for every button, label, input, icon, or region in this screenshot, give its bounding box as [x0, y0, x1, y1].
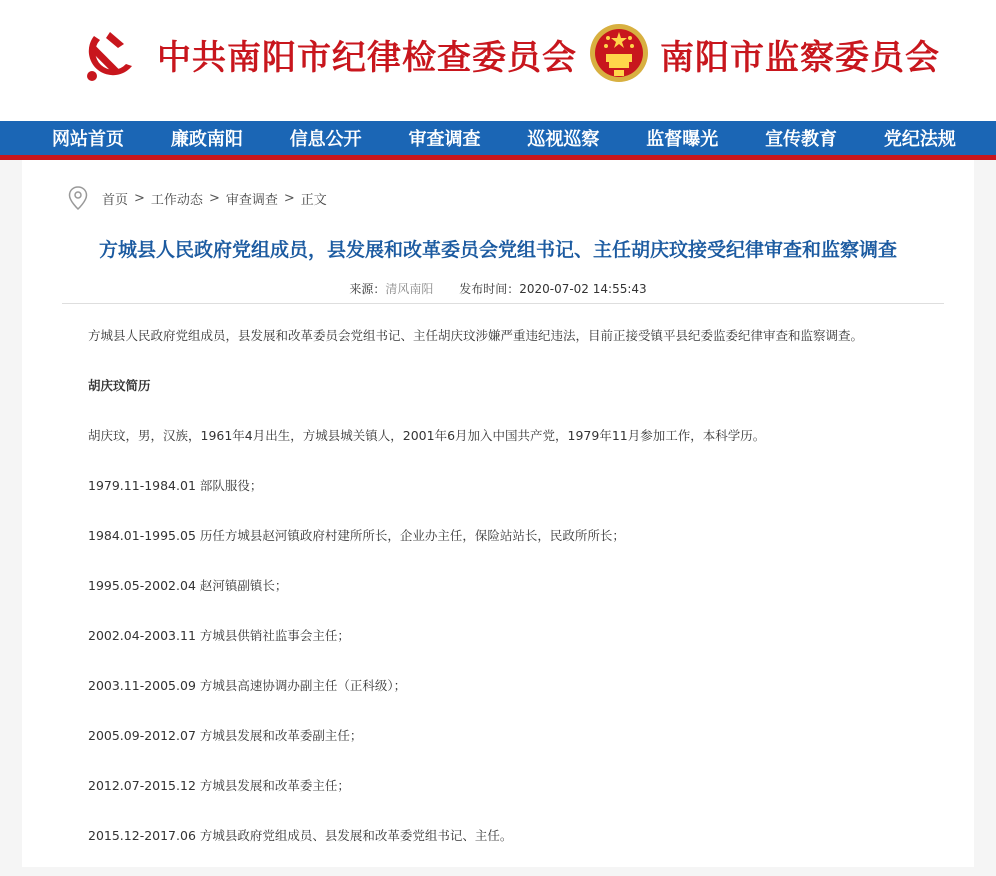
article-paragraph: 2015.12-2017.06 方城县政府党组成员、县发展和改革委党组书记、主任。: [88, 828, 513, 843]
national-emblem-icon: [588, 22, 650, 84]
divider: [62, 303, 944, 304]
nav-item-education[interactable]: 宣传教育: [765, 129, 838, 150]
breadcrumb-home[interactable]: 首页: [102, 192, 129, 208]
article-paragraph: 2012.07-2015.12 方城县发展和改革委主任；: [88, 778, 350, 793]
nav-item-lianzheng[interactable]: 廉政南阳: [170, 129, 243, 150]
publish-time-value: 2020-07-02 14:55:43: [519, 282, 647, 296]
article-paragraph: 方城县人民政府党组成员，县发展和改革委员会党组书记、主任胡庆玟涉嫌严重违纪违法，目前正接受镇平县纪委监委纪律审查和监察调查。: [88, 328, 864, 343]
nav-item-home[interactable]: 网站首页: [52, 129, 124, 150]
article-container: [22, 160, 974, 867]
site-title-supervision: 南阳市监察委员会: [660, 38, 940, 78]
article-subheading: 胡庆玟简历: [88, 378, 151, 393]
article-meta: [22, 280, 974, 297]
article-title: 方城县人民政府党组成员，县发展和改革委员会党组书记、主任胡庆玟接受纪律审查和监察调查: [98, 239, 897, 261]
site-title-commission: 中共南阳市纪律检查委员会: [157, 38, 577, 78]
article-paragraph: 1995.05-2002.04 赵河镇副镇长；: [88, 578, 288, 593]
breadcrumb-separator: >: [134, 190, 145, 206]
article-paragraph: 2003.11-2005.09 方城县高速协调办副主任（正科级）；: [88, 678, 407, 693]
source-value[interactable]: 清风南阳: [385, 282, 434, 296]
article-paragraph: 1984.01-1995.05 历任方城县赵河镇政府村建所所长，企业办主任，保险站站长，民政所所长；: [88, 528, 625, 543]
breadcrumb-separator: >: [208, 190, 220, 206]
nav-item-investigation[interactable]: 审查调查: [408, 129, 481, 150]
nav-item-inspection[interactable]: 巡视巡察: [527, 129, 600, 150]
article-paragraph: 胡庆玟，男，汉族，1961年4月出生，方城县城关镇人，2001年6月加入中国共产党，1979年11月参加工作，本科学历。: [88, 428, 766, 443]
article-body: [88, 326, 938, 876]
article-paragraph: 2005.09-2012.07 方城县发展和改革委副主任；: [88, 728, 363, 743]
breadcrumb-work-news[interactable]: 工作动态: [150, 192, 203, 208]
nav-item-info-disclosure[interactable]: 信息公开: [289, 129, 362, 150]
article-paragraph: 2002.04-2003.11 方城县供销社监事会主任；: [88, 628, 350, 643]
article-paragraph: 1979.11-1984.01 部队服役；: [88, 478, 263, 493]
breadcrumb-investigation[interactable]: 审查调查: [225, 192, 278, 208]
site-header: [0, 0, 996, 121]
source-label: 来源：: [349, 282, 386, 296]
publish-time-label: 发布时间：: [459, 282, 520, 296]
nav-item-regulations[interactable]: 党纪法规: [883, 129, 956, 150]
breadcrumb-current: 正文: [300, 192, 327, 208]
location-pin-icon: [68, 186, 88, 210]
party-emblem-icon: [80, 26, 138, 84]
breadcrumb: [68, 186, 327, 210]
breadcrumb-separator: >: [283, 190, 295, 206]
main-nav: [0, 121, 996, 160]
nav-item-exposure[interactable]: 监督曝光: [646, 129, 719, 150]
